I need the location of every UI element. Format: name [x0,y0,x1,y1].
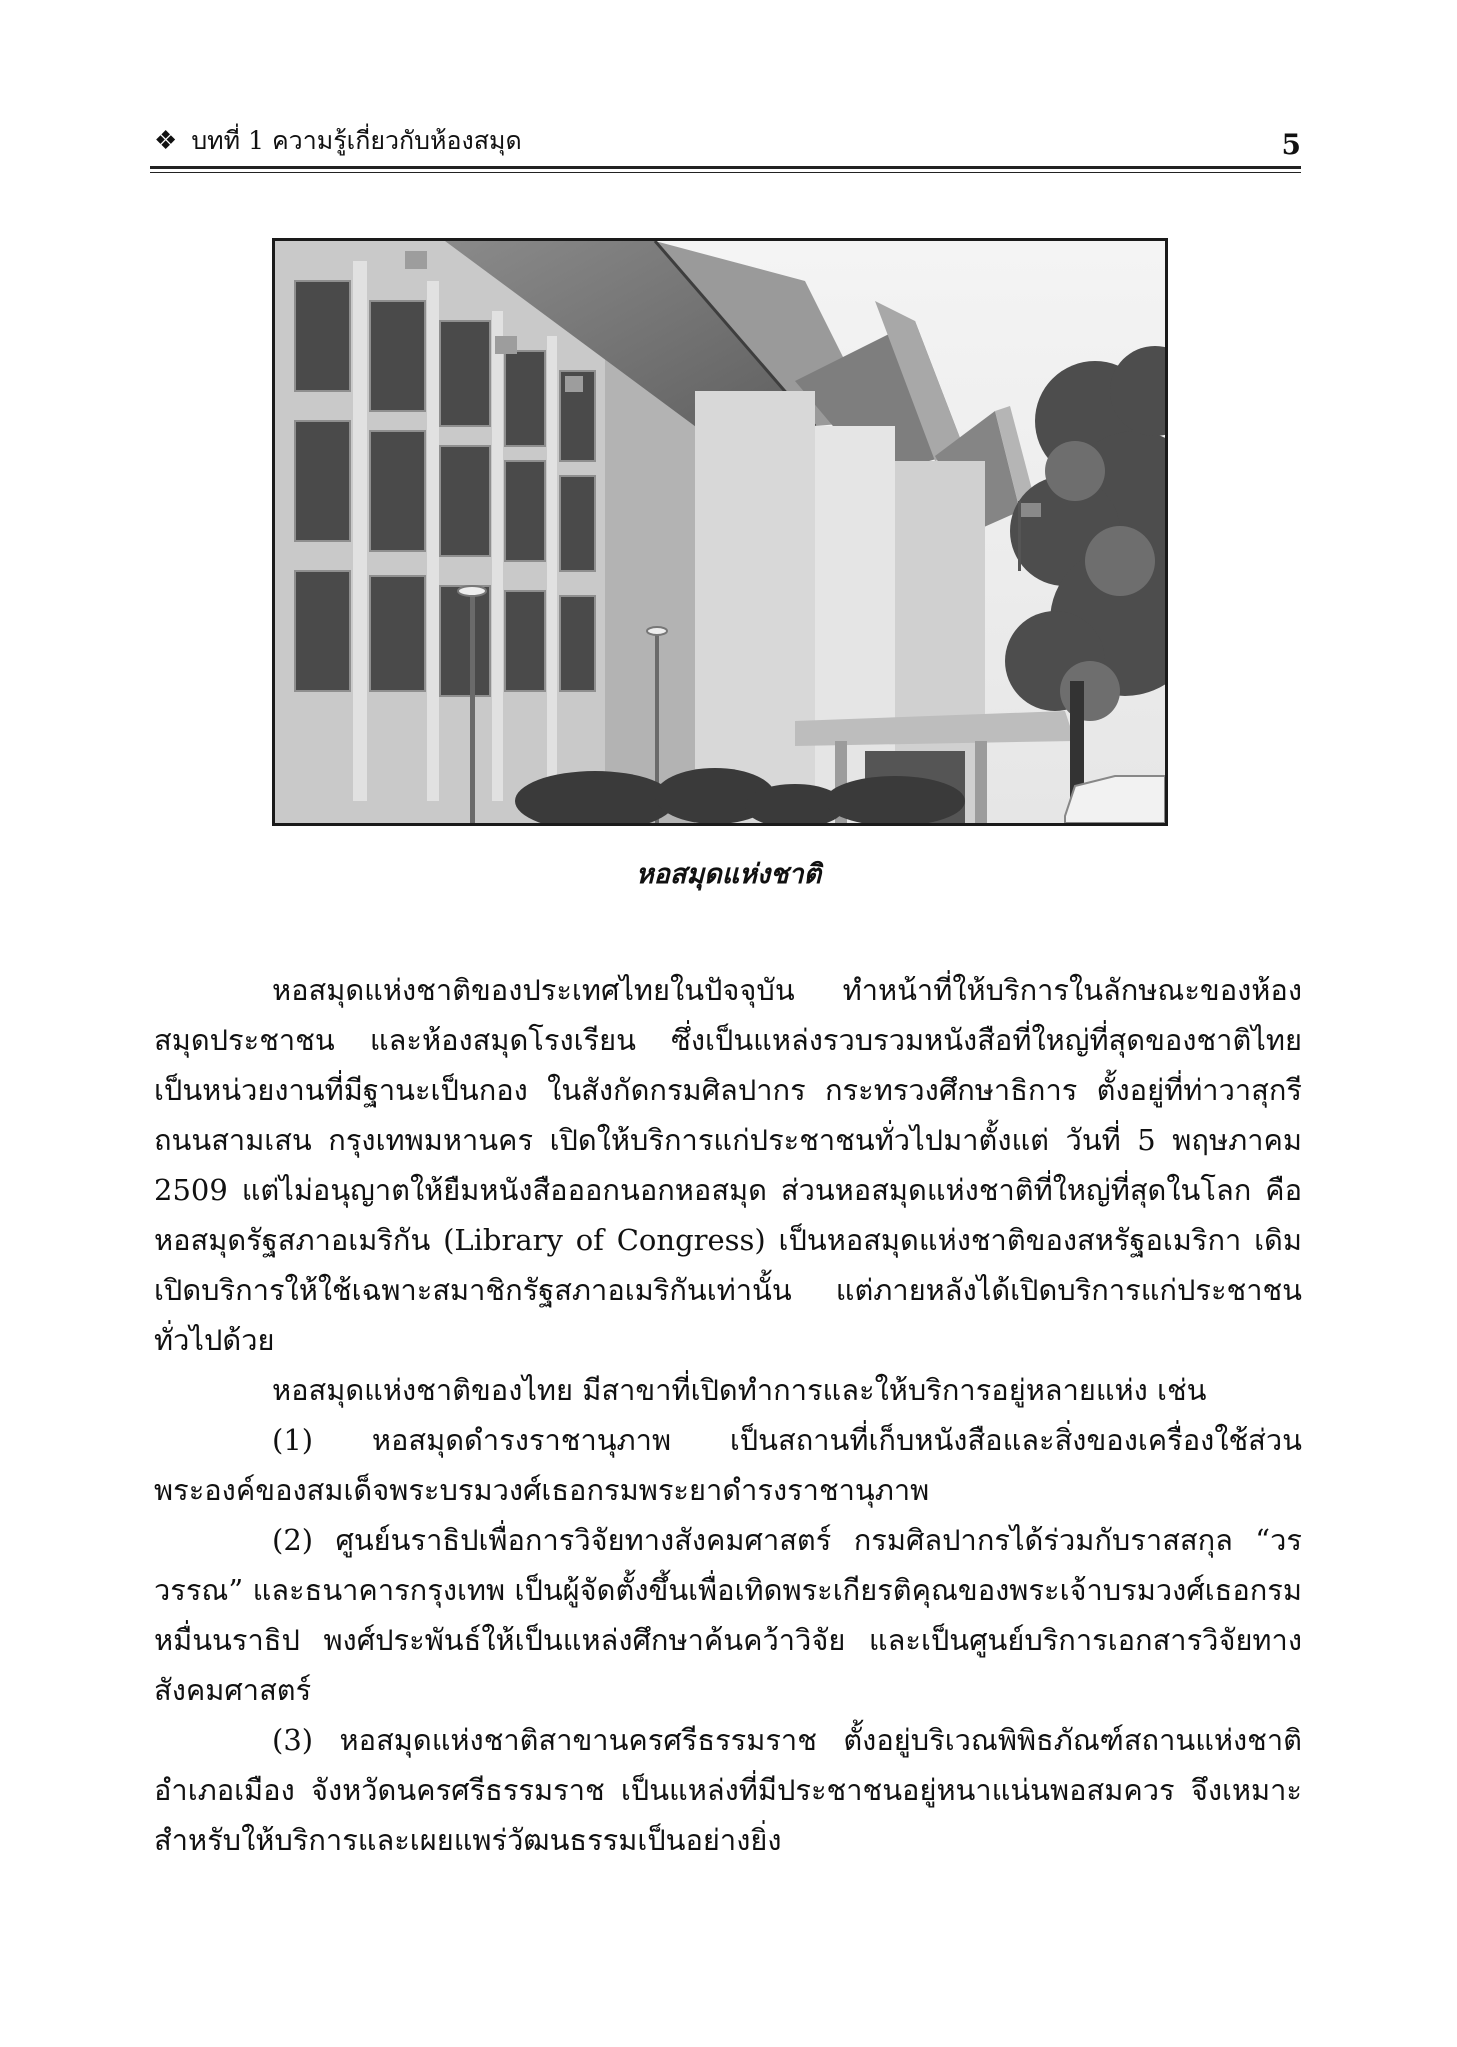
header-rule [150,166,1301,169]
paragraph: (3) หอสมุดแห่งชาติสาขานครศรีธรรมราช ตั้งอยู่บริเวณพิพิธภัณฑ์สถานแห่งชาติ อำเภอเมือง จังหวัดนครศรีธรรมราช เป็นแหล่งที่มีประชาชนอยู่หนาแน่นพอสมควร จึงเหมาะสำหรับให้บริการและเผยแพร่วัฒนธรรมเป็นอย่างยิ่ง [154,1723,1302,1857]
paragraph: หอสมุดแห่งชาติของประเทศไทยในปัจจุบัน ทำหน้าที่ให้บริการในลักษณะของห้องสมุดประชาชน และห้องสมุดโรงเรียน ซึ่งเป็นแหล่งรวบรวมหนังสือที่ใหญ่ที่สุดของชาติไทย เป็นหน่วยงานที่มีฐานะเป็นกอง ในสังกัดกรมศิลปากร กระทรวงศึกษาธิการ ตั้งอยู่ที่ท่าวาสุกรี ถนนสามเสน กรุงเทพมหานคร เปิดให้บริการแก่ประชาชนทั่วไปมาตั้งแต่ วันที่ 5 พฤษภาคม 2509 แต่ไม่อนุญาตให้ยืมหนังสือออกนอกหอสมุด ส่วนหอสมุดแห่งชาติที่ใหญ่ที่สุดในโลก คือ หอสมุดรัฐสภาอเมริกัน (Library of Congress) เป็นหอสมุดแห่งชาติของสหรัฐอเมริกา เดิมเปิดบริการให้ใช้เฉพาะสมาชิกรัฐสภาอเมริกันเท่านั้น แต่ภายหลังได้เปิดบริการแก่ประชาชนทั่วไปด้วย [154,973,1302,1357]
header-rule-thin [150,172,1301,173]
figure-caption: หอสมุดแห่งชาติ [635,859,822,890]
running-header [154,118,522,164]
diamond-bullet-icon: ❖ [154,126,178,156]
paragraph: (2) ศูนย์นราธิปเพื่อการวิจัยทางสังคมศาสตร์ กรมศิลปากรได้ร่วมกับราสสกุล “วรวรรณ” และธนาคารกรุงเทพ เป็นผู้จัดตั้งขึ้นเพื่อเทิดพระเกียรติคุณของพระเจ้าบรมวงศ์เธอกรมหมื่นนราธิป พงศ์ประพันธ์ให้เป็นแหล่งศึกษาค้นคว้าวิจัย และเป็นศูนย์บริการเอกสารวิจัยทางสังคมศาสตร์ [154,1523,1302,1707]
page-number: 5 [1281,128,1301,161]
paragraph: หอสมุดแห่งชาติของไทย มีสาขาที่เปิดทำการและให้บริการอยู่หลายแห่ง เช่น [272,1373,1207,1407]
library-photo [272,238,1168,826]
paragraph: (1) หอสมุดดำรงราชานุภาพ เป็นสถานที่เก็บหนังสือและสิ่งของเครื่องใช้ส่วนพระองค์ของสมเด็จพระบรมวงศ์เธอกรมพระยาดำรงราชานุภาพ [154,1423,1302,1507]
chapter-title: บทที่ 1 ความรู้เกี่ยวกับห้องสมุด [191,126,522,155]
page-header [150,118,1301,164]
national-library-building-image [275,241,1165,823]
body-text [154,965,1302,1865]
